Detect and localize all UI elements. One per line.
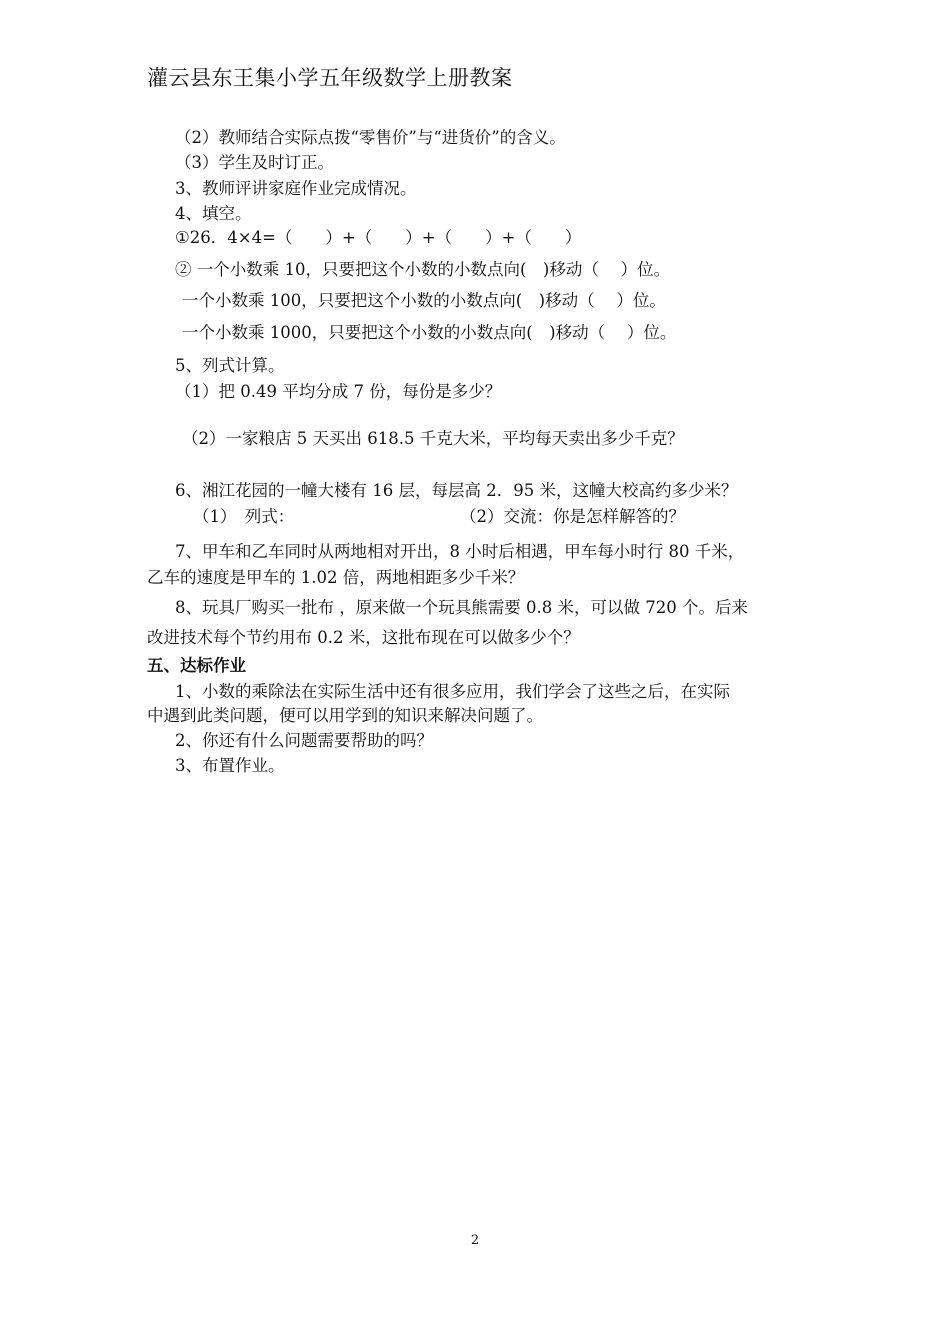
text-line: 改进技术每个节约用布 0.2 米，这批布现在可以做多少个？	[147, 628, 580, 647]
text-line: 8、玩具厂购买一批布 ，原来做一个玩具熊需要 0.8 米，可以做 720 个。后来	[175, 598, 748, 617]
text-line: 7、甲车和乙车同时从两地相对开出，8 小时后相遇，甲车每小时行 80 千米，	[175, 542, 745, 561]
text-line: ② 一个小数乘 10，只要把这个小数的小数点向( )移动（ ）位。	[175, 260, 671, 279]
text-line: 3、布置作业。	[175, 756, 285, 775]
text-line: 4、填空。	[175, 204, 252, 223]
text-line: （1）把 0.49 平均分成 7 份，每份是多少？	[175, 382, 502, 401]
text-line: 1、小数的乘除法在实际生活中还有很多应用，我们学会了这些之后，在实际	[175, 682, 730, 701]
text-line: （2）一家粮店 5 天买出 618.5 千克大米，平均每天卖出多少千克？	[182, 429, 684, 448]
text-line: 中遇到此类问题，便可以用学到的知识来解决问题了。	[147, 706, 543, 725]
section-heading: 五、达标作业	[147, 656, 246, 675]
text-line: （3）学生及时订正。	[175, 153, 334, 172]
text-line: 3、教师评讲家庭作业完成情况。	[175, 179, 417, 198]
text-line: ①26．4×4=（ ）+（ ）+（ ）+（ ）	[175, 228, 582, 247]
page-number: 2	[470, 1233, 480, 1248]
text-line: 6、湘江花园的一幢大楼有 16 层，每层高 2．95 米，这幢大校高约多少米？	[175, 481, 738, 500]
document-header: 灌云县东王集小学五年级数学上册教案	[147, 66, 513, 90]
text-line: 一个小数乘 100，只要把这个小数的小数点向( )移动（ ）位。	[182, 291, 666, 310]
text-line: 乙车的速度是甲车的 1.02 倍，两地相距多少千米？	[147, 568, 525, 587]
text-line: （2）交流：你是怎样解答的？	[460, 507, 685, 526]
text-line: （1） 列式：	[193, 507, 295, 526]
text-line: 2、你还有什么问题需要帮助的吗？	[175, 731, 433, 750]
text-line: 一个小数乘 1000，只要把这个小数的小数点向( )移动（ ）位。	[182, 323, 677, 342]
text-line: （2）教师结合实际点拨“零售价”与“进货价”的含义。	[175, 128, 566, 147]
text-line: 5、列式计算。	[175, 356, 285, 375]
